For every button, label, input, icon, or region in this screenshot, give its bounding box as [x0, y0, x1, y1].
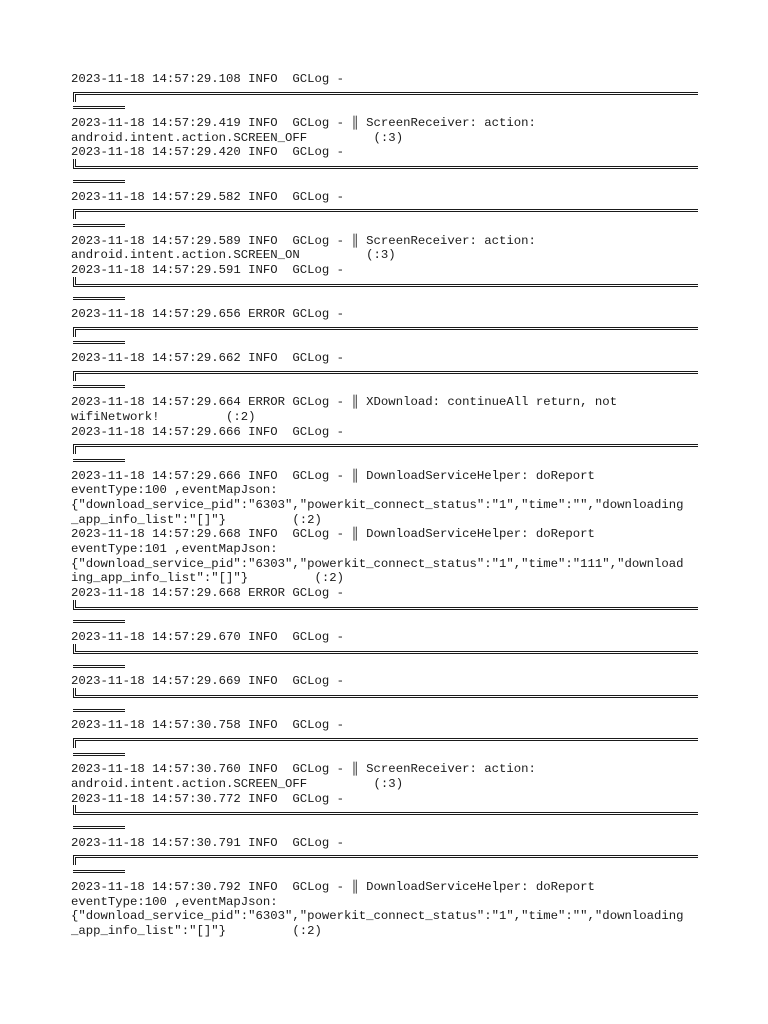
- box-bottom-rule: [73, 645, 698, 660]
- box-bottom-rule: [73, 689, 698, 704]
- rule-tail: [73, 175, 697, 190]
- rule-tail-bar: [73, 459, 125, 462]
- rule-bar: [78, 371, 698, 374]
- log-line: 2023-11-18 14:57:30.758 INFO GCLog -: [71, 718, 345, 733]
- log-line: _app_info_list":"[]"} (:2): [71, 923, 322, 938]
- log-line: 2023-11-18 14:57:29.582 INFO GCLog -: [71, 189, 345, 204]
- rule-bar: [78, 855, 698, 858]
- rule-tail-bar: [73, 106, 125, 109]
- rule-bar: [78, 209, 698, 212]
- log-line: 2023-11-18 14:57:30.791 INFO GCLog -: [71, 835, 345, 850]
- rule-bar: [78, 327, 698, 330]
- log-line: 2023-11-18 14:57:29.656 ERROR GCLog -: [71, 307, 345, 321]
- log-line: 2023-11-18 14:57:29.668 INFO GCLog - ║ DownloadServiceHelper: doReport: [71, 527, 595, 542]
- box-top-rule: [73, 322, 698, 337]
- box-bottom-rule: [73, 806, 698, 821]
- rule-bar: [78, 738, 698, 741]
- log-line: 2023-11-18 14:57:29.662 INFO GCLog -: [71, 351, 345, 366]
- log-line: 2023-11-18 14:57:29.666 INFO GCLog - ║ DownloadServiceHelper: doReport: [71, 468, 595, 483]
- rule-tail-bar: [73, 224, 125, 227]
- log-line: _app_info_list":"[]"} (:2): [71, 512, 322, 527]
- rule-tail-bar: [73, 753, 125, 756]
- log-line: {"download_service_pid":"6303","powerkit_connect_status":"1","time":"","downloading: [71, 497, 684, 512]
- log-line: 2023-11-18 14:57:29.589 INFO GCLog - ║ ScreenReceiver: action:: [71, 233, 536, 248]
- log-line: 2023-11-18 14:57:29.420 INFO GCLog -: [71, 145, 345, 160]
- log-line: 2023-11-18 14:57:29.669 INFO GCLog -: [71, 674, 345, 689]
- box-top-rule: [73, 733, 698, 748]
- log-line: {"download_service_pid":"6303","powerkit_connect_status":"1","time":"111","download: [71, 556, 684, 571]
- rule-tail: [73, 748, 697, 763]
- rule-bar: [78, 284, 698, 287]
- rule-bar: [78, 166, 698, 169]
- rule-tail-bar: [73, 709, 125, 712]
- log-line: eventType:100 ,eventMapJson:: [71, 483, 278, 498]
- rule-tail-bar: [73, 870, 125, 873]
- log-line: android.intent.action.SCREEN_OFF (:3): [71, 130, 404, 145]
- log-line: 2023-11-18 14:57:29.664 ERROR GCLog - ║ XDownload: continueAll return, not: [71, 395, 618, 410]
- rule-tail: [73, 660, 697, 675]
- rule-bar: [78, 812, 698, 815]
- rule-tail-bar: [73, 297, 125, 300]
- rule-tail: [73, 615, 697, 630]
- log-line: ing_app_info_list":"[]"} (:2): [71, 571, 345, 586]
- rule-tail-bar: [73, 341, 125, 344]
- rule-bar: [78, 607, 698, 610]
- rule-tail: [73, 292, 697, 307]
- log-line: android.intent.action.SCREEN_ON (:3): [71, 248, 396, 263]
- box-bottom-rule: [73, 160, 698, 175]
- box-top-rule: [73, 366, 698, 381]
- log-line: 2023-11-18 14:57:29.666 INFO GCLog -: [71, 424, 345, 439]
- rule-tail: [73, 336, 697, 351]
- rule-bar: [78, 651, 698, 654]
- rule-tail: [73, 865, 697, 880]
- log-line: android.intent.action.SCREEN_OFF (:3): [71, 777, 404, 791]
- log-line: eventType:101 ,eventMapJson:: [71, 542, 278, 556]
- log-page: [71, 72, 697, 939]
- log-line: 2023-11-18 14:57:30.792 INFO GCLog - ║ DownloadServiceHelper: doReport: [71, 879, 595, 894]
- box-bottom-rule: [73, 601, 698, 616]
- log-line: 2023-11-18 14:57:29.419 INFO GCLog - ║ ScreenReceiver: action:: [71, 116, 536, 131]
- log-line: eventType:100 ,eventMapJson:: [71, 894, 278, 909]
- rule-bar: [78, 444, 698, 447]
- rule-tail-bar: [73, 826, 125, 829]
- rule-tail: [73, 454, 697, 469]
- rule-tail: [73, 380, 697, 395]
- log-line: 2023-11-18 14:57:29.108 INFO GCLog -: [71, 72, 345, 86]
- log-line: wifiNetwork! (:2): [71, 409, 256, 424]
- box-top-rule: [73, 204, 698, 219]
- rule-tail-bar: [73, 620, 125, 623]
- rule-tail: [73, 219, 697, 234]
- rule-tail-bar: [73, 180, 125, 183]
- log-line: 2023-11-18 14:57:30.772 INFO GCLog -: [71, 791, 345, 806]
- log-line: 2023-11-18 14:57:29.668 ERROR GCLog -: [71, 586, 345, 601]
- rule-bar: [78, 92, 698, 95]
- rule-bar: [78, 695, 698, 698]
- box-top-rule: [73, 850, 698, 865]
- box-bottom-rule: [73, 278, 698, 293]
- rule-tail: [73, 704, 697, 719]
- log-line: 2023-11-18 14:57:30.760 INFO GCLog - ║ ScreenReceiver: action:: [71, 762, 536, 777]
- box-top-rule: [73, 87, 698, 102]
- log-line: 2023-11-18 14:57:29.591 INFO GCLog -: [71, 262, 345, 277]
- rule-tail-bar: [73, 665, 125, 668]
- log-line: 2023-11-18 14:57:29.670 INFO GCLog -: [71, 630, 345, 645]
- rule-tail: [73, 821, 697, 836]
- log-line: {"download_service_pid":"6303","powerkit_connect_status":"1","time":"","downloading: [71, 909, 684, 924]
- rule-tail: [73, 101, 697, 116]
- rule-tail-bar: [73, 385, 125, 388]
- box-top-rule: [73, 439, 698, 454]
